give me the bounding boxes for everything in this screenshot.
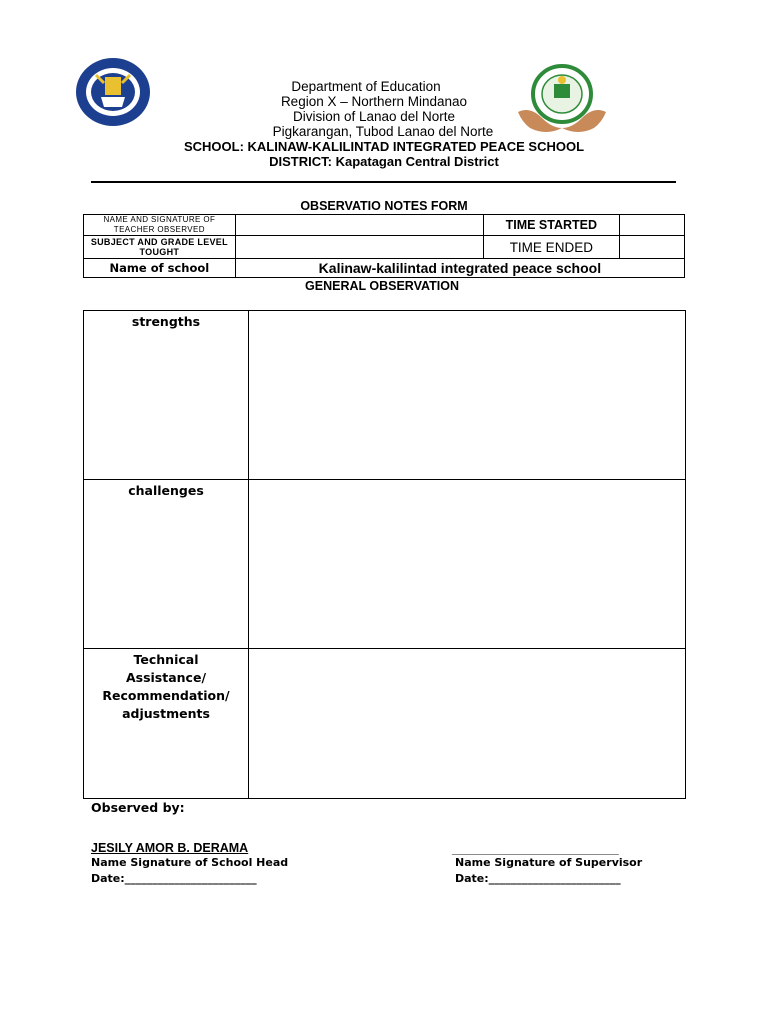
observation-table bbox=[83, 310, 686, 799]
strengths-field[interactable] bbox=[249, 311, 686, 480]
header-divider bbox=[91, 181, 676, 183]
name-signature-label: NAME AND SIGNATURE OF TEACHER OBSERVED bbox=[84, 215, 236, 236]
technical-line-1: Technical bbox=[133, 652, 199, 667]
header-line-4: Pigkarangan, Tubod Lanao del Norte bbox=[272, 124, 494, 139]
header-line-3: Division of Lanao del Norte bbox=[292, 109, 456, 124]
technical-assistance-field[interactable] bbox=[249, 649, 686, 799]
name-signature-field[interactable] bbox=[235, 215, 483, 236]
school-head-label: Name Signature of School Head bbox=[91, 856, 289, 869]
school-head-name: JESILY AMOR B. DERAMA bbox=[91, 841, 249, 855]
subject-grade-label: SUBJECT AND GRADE LEVEL TOUGHT bbox=[84, 236, 236, 259]
technical-line-2: Assistance/ bbox=[125, 670, 207, 685]
challenges-field[interactable] bbox=[249, 480, 686, 649]
time-started-label: TIME STARTED bbox=[483, 215, 619, 236]
technical-line-4: adjustments bbox=[122, 706, 210, 721]
supervisor-label: Name Signature of Supervisor bbox=[455, 856, 643, 869]
header-line-1: Department of Education bbox=[291, 79, 441, 94]
deped-seal-logo bbox=[74, 57, 152, 127]
supervisor-signature-line[interactable]: _________________________ bbox=[452, 842, 619, 856]
teacher-info-table bbox=[83, 214, 685, 278]
school-heading: SCHOOL: KALINAW-KALILINTAD INTEGRATED PEACE SCHOOL bbox=[183, 139, 585, 154]
technical-line-3: Recommendation/ bbox=[102, 688, 230, 703]
challenges-label: challenges bbox=[84, 480, 249, 649]
school-name-value: Kalinaw-kalilintad integrated peace school bbox=[235, 259, 684, 278]
subject-grade-field[interactable] bbox=[235, 236, 483, 259]
time-started-field[interactable] bbox=[619, 215, 684, 236]
time-ended-label: TIME ENDED bbox=[483, 236, 619, 259]
header-line-2: Region X – Northern Mindanao bbox=[280, 94, 468, 109]
strengths-label: strengths bbox=[84, 311, 249, 480]
supervisor-date[interactable]: Date:________________________ bbox=[455, 872, 621, 885]
observed-by-label: Observed by: bbox=[91, 800, 185, 815]
school-name-label: Name of school bbox=[84, 259, 236, 278]
form-title: OBSERVATIO NOTES FORM bbox=[300, 199, 468, 213]
district-heading: DISTRICT: Kapatagan Central District bbox=[269, 154, 499, 169]
school-head-date[interactable]: Date:________________________ bbox=[91, 872, 257, 885]
general-observation-heading: GENERAL OBSERVATION bbox=[305, 279, 459, 293]
time-ended-field[interactable] bbox=[619, 236, 684, 259]
technical-assistance-label bbox=[84, 649, 249, 799]
